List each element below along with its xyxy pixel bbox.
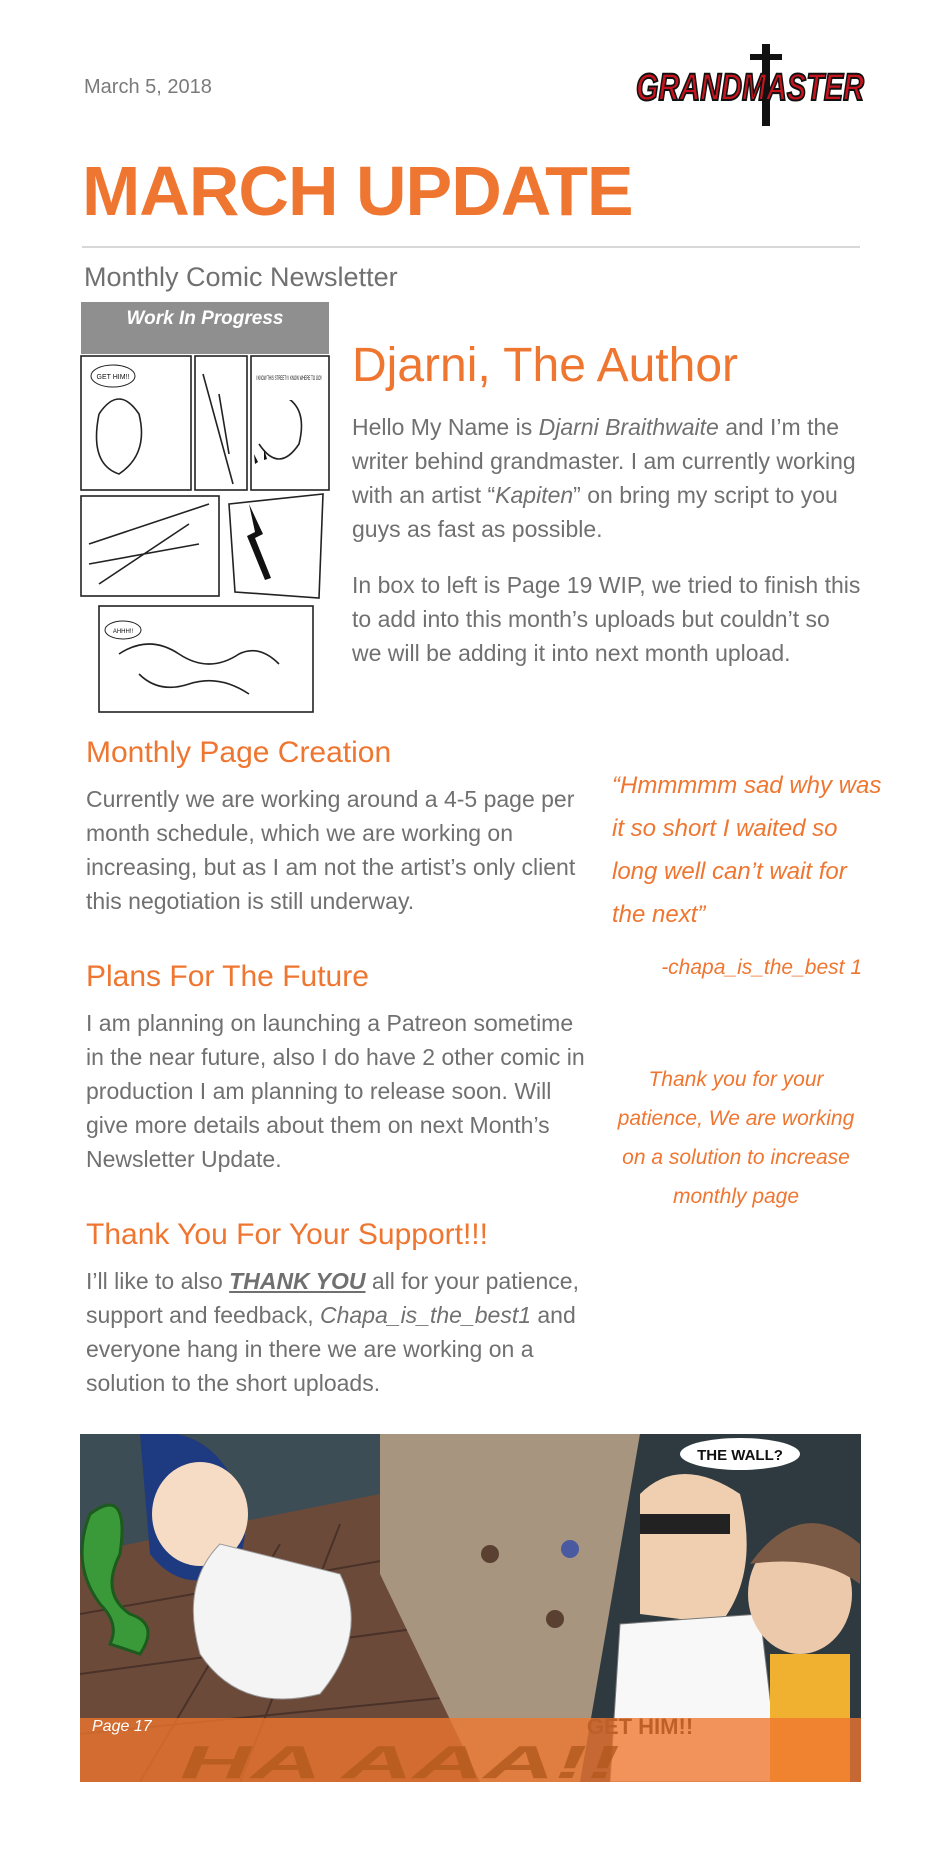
wip-explanation: In box to left is Page 19 WIP, we tried to finish this to add into this month’s uploads but couldn’t so we will be adding it into next month upload.	[352, 572, 861, 666]
comic-sfx: HA AAA!!	[180, 1736, 620, 1782]
author-intro: Hello My Name is Djarni Braithwaite and I’m the writer behind grandmaster. I am currently working with an artist “Kapiten” on bring my script to you guys as fast as possible.	[352, 414, 856, 542]
newsletter-subtitle: Monthly Comic Newsletter	[84, 262, 398, 292]
logo-text: GRANDMASTER	[636, 67, 865, 109]
comic-page-preview	[80, 1434, 861, 1782]
reader-quote: “Hmmmmm sad why was it so short I waited so long well can’t wait for the next”	[612, 772, 882, 928]
plans-heading: Plans For The Future	[86, 960, 369, 993]
quote-author: -chapa_is_the_best 1	[661, 956, 862, 979]
wip-label: Work In Progress	[126, 308, 284, 329]
wip-balloon-2: I KNOW THIS STREET!! I KNOW WHERE TO GO!!	[256, 376, 323, 382]
wip-balloon-1: GET HIM!!	[96, 374, 130, 381]
thank-you-emphasis: THANK YOU	[229, 1268, 366, 1294]
wip-sketch-page	[79, 354, 331, 714]
comic-page-label: Page 17	[92, 1718, 152, 1735]
thanks-text: I’ll like to also THANK YOU all for your patience, support and feedback, Chapa_is_the_best1 and everyone hang in there we are working on a solution to the short uploads.	[86, 1268, 579, 1396]
artist-name: Kapiten	[495, 482, 574, 508]
newsletter-date: March 5, 2018	[84, 76, 212, 98]
monthly-heading: Monthly Page Creation	[86, 736, 392, 769]
thanks-heading: Thank You For Your Support!!!	[86, 1218, 488, 1251]
side-note: Thank you for your patience, We are working on a solution to increase monthly page	[617, 1068, 855, 1208]
author-name: Djarni Braithwaite	[538, 414, 719, 440]
plans-text: I am planning on launching a Patreon sometime in the near future, also I do have 2 other comic in production I am planning to release soon. Will give more details about them on next Month’s Newsletter Update.	[86, 1010, 585, 1172]
monthly-text: Currently we are working around a 4-5 page per month schedule, which we are working on increasing, but as I am not the artist’s only client this negotiation is still underway.	[86, 786, 576, 914]
title-divider	[82, 246, 860, 248]
wip-balloon-3: AHHH!!	[112, 629, 134, 635]
author-heading: Djarni, The Author	[352, 339, 738, 392]
thanks-username: Chapa_is_the_best1	[320, 1302, 531, 1328]
newsletter-title: MARCH UPDATE	[82, 152, 633, 230]
grandmaster-logo	[634, 44, 870, 126]
comic-balloon-wall: THE WALL?	[697, 1447, 783, 1464]
